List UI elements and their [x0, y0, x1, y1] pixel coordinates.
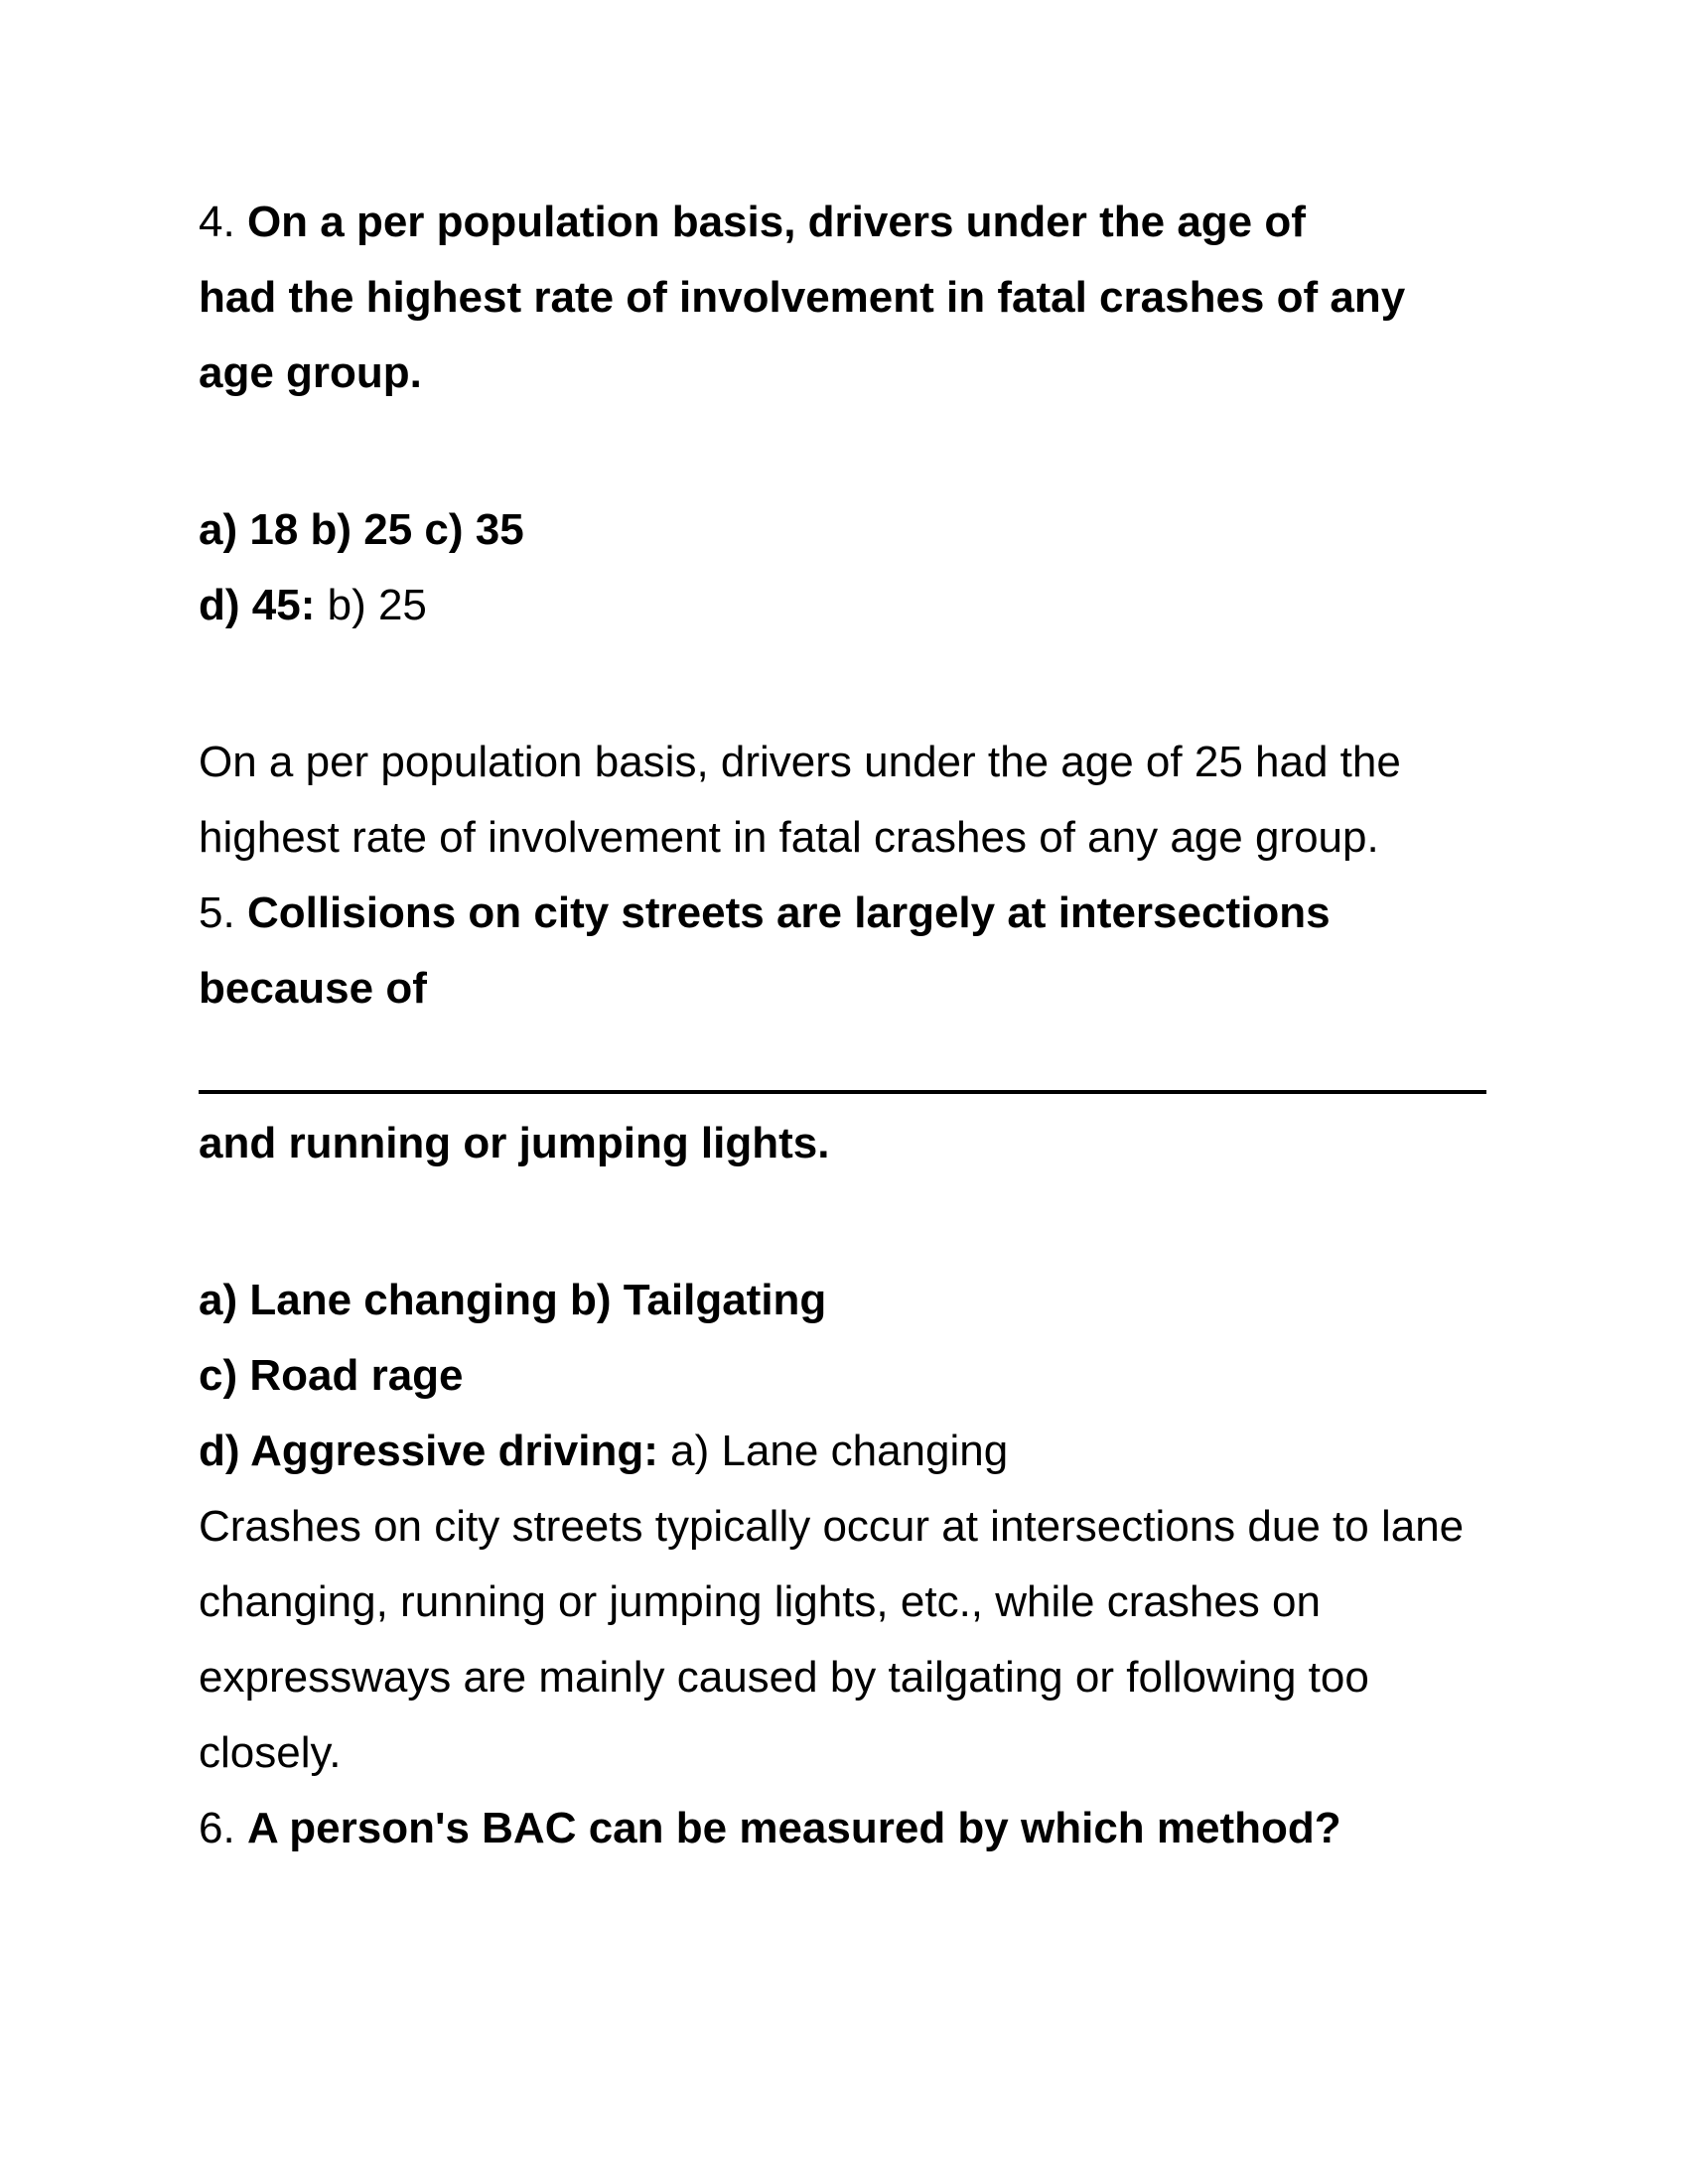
q5-answer: a) Lane changing — [670, 1427, 1009, 1475]
q6-number: 6. — [199, 1804, 235, 1852]
q4-number: 4. — [199, 198, 235, 246]
q6-question-line-1 — [199, 1803, 1341, 1854]
q4-options-line-1: a) 18 b) 25 c) 35 — [199, 505, 524, 554]
q6-question-text-1: A person's BAC can be measured by which method? — [246, 1804, 1341, 1852]
q5-explanation-line-4: closely. — [199, 1728, 342, 1777]
q5-options-line-1: a) Lane changing b) Tailgating — [199, 1276, 827, 1324]
q4-explanation-line-1: On a per population basis, drivers under the age of 25 had the — [199, 738, 1401, 786]
q5-options-line-2: c) Road rage — [199, 1351, 464, 1400]
q5-options-line-3 — [199, 1426, 1008, 1477]
q5-question-line-3: and running or jumping lights. — [199, 1119, 830, 1167]
q5-answer-blank-line — [199, 1090, 1486, 1094]
q4-question-line-2: had the highest rate of involvement in fatal crashes of any — [199, 273, 1406, 322]
q5-question-line-2: because of — [199, 964, 427, 1013]
q5-option-d-label: d) Aggressive driving: — [199, 1427, 658, 1475]
q4-question-text-1: On a per population basis, drivers under the age of — [246, 198, 1306, 246]
q4-question-line-1 — [199, 197, 1306, 248]
q5-explanation-line-3: expressways are mainly caused by tailgating or following too — [199, 1653, 1369, 1702]
q4-question-line-3: age group. — [199, 348, 422, 397]
q4-explanation-line-2: highest rate of involvement in fatal crashes of any age group. — [199, 813, 1379, 862]
q5-number: 5. — [199, 888, 235, 937]
q4-answer: b) 25 — [327, 581, 427, 629]
q5-question-line-1 — [199, 887, 1331, 939]
q5-explanation-line-2: changing, running or jumping lights, etc., while crashes on — [199, 1577, 1321, 1626]
q5-question-text-1: Collisions on city streets are largely at intersections — [246, 888, 1331, 937]
q5-explanation-line-1: Crashes on city streets typically occur at intersections due to lane — [199, 1502, 1465, 1551]
q4-options-line-2 — [199, 580, 427, 631]
q4-option-d-label: d) 45: — [199, 581, 316, 629]
